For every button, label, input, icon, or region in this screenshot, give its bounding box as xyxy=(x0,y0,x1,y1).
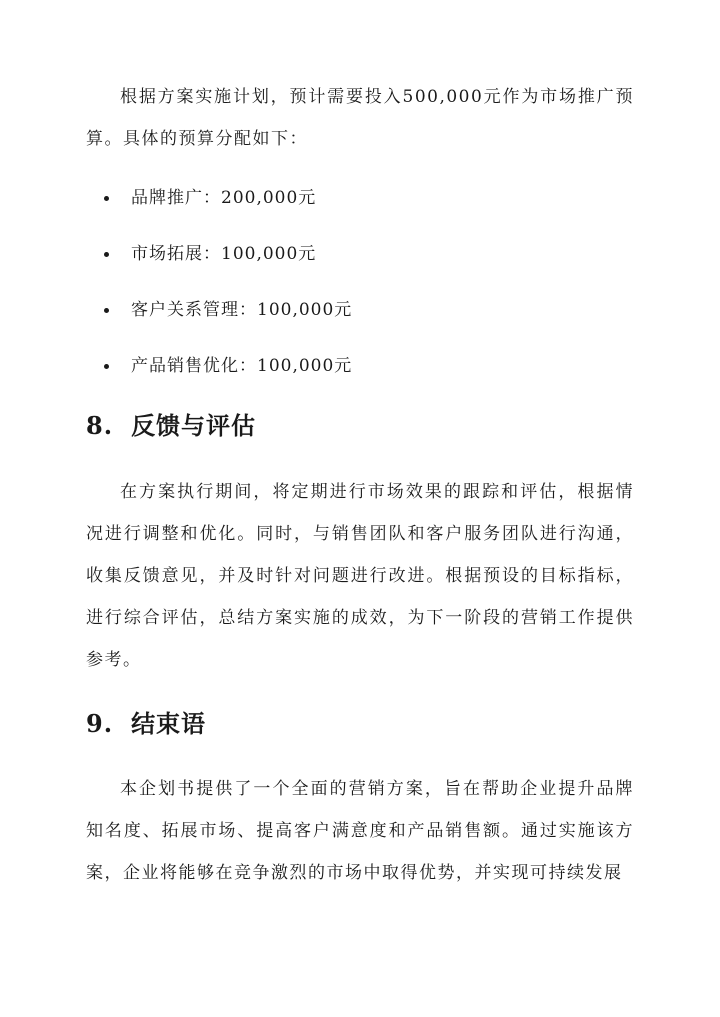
bullet-icon xyxy=(104,308,109,313)
list-item xyxy=(104,282,352,338)
budget-item-label: 品牌推广：200,000元 xyxy=(131,188,317,208)
bullet-icon xyxy=(104,196,109,201)
section-9-body: 本企划书提供了一个全面的营销方案，旨在帮助企业提升品牌知名度、拓展市场、提高客户满意度和产品销售额。通过实施该方案，企业将能够在竞争激烈的市场中取得优势，并实现可持续发展 xyxy=(86,779,634,883)
section-8-body: 在方案执行期间，将定期进行市场效果的跟踪和评估，根据情况进行调整和优化。同时，与销售团队和客户服务团队进行沟通，收集反馈意见，并及时针对问题进行改进。根据预设的目标指标，进行综合评估，总结方案实施的成效，为下一阶段的营销工作提供参考。 xyxy=(86,482,634,670)
section-number: 9. xyxy=(86,709,114,738)
budget-item-label: 市场拓展：100,000元 xyxy=(131,244,317,264)
section-8-heading xyxy=(86,410,256,442)
budget-item-label: 客户关系管理：100,000元 xyxy=(131,300,353,320)
section-number: 8. xyxy=(86,411,114,440)
budget-intro-paragraph: 根据方案实施计划，预计需要投入500,000元作为市场推广预算。具体的预算分配如下： xyxy=(86,87,634,149)
bullet-icon xyxy=(104,252,109,257)
budget-item-label: 产品销售优化：100,000元 xyxy=(131,356,353,376)
list-item xyxy=(104,226,352,282)
section-9-heading xyxy=(86,708,206,740)
list-item xyxy=(104,338,352,394)
section-title: 结束语 xyxy=(131,709,207,738)
list-item xyxy=(104,170,352,226)
budget-list xyxy=(104,170,352,394)
bullet-icon xyxy=(104,364,109,369)
section-title: 反馈与评估 xyxy=(131,411,257,440)
